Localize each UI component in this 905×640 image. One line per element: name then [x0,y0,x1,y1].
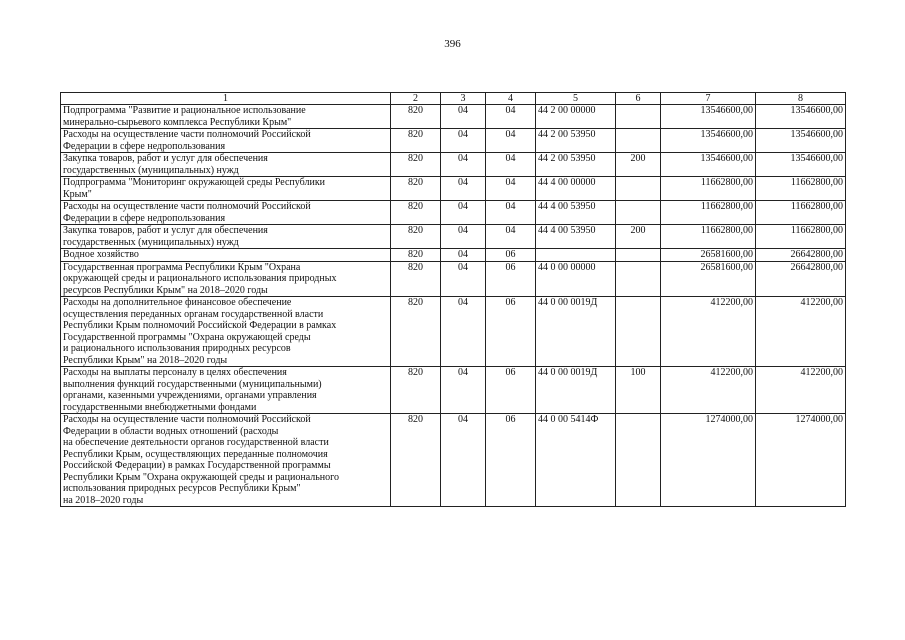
amount-year-2: 11662800,00 [756,201,846,225]
description-line: выполнения функций государственными (муниципальными) [63,378,322,390]
amount-year-2: 412200,00 [756,367,846,414]
subsection-code: 04 [486,153,536,177]
description-line: Федерации в сфере недропользования [63,212,226,224]
table-row [61,177,846,201]
description-line: Подпрограмма "Развитие и рациональное использование [63,105,306,116]
subsection-code: 04 [486,201,536,225]
description-line: Водное хозяйство [63,249,139,260]
description-line: минерально-сырьевого комплекса Республики Крым" [63,116,292,128]
target-article-code: 44 4 00 53950 [536,201,616,225]
target-article-code [536,249,616,262]
expense-type-code [616,414,661,507]
description-line: Расходы на осуществление части полномочий Российской [63,129,311,140]
table-row [61,225,846,249]
description-line: осуществления переданных органам государственной власти [63,308,324,320]
target-article-code: 44 4 00 53950 [536,225,616,249]
section-code: 04 [441,261,486,297]
description-line: Закупка товаров, работ и услуг для обеспечения [63,153,268,164]
amount-year-1: 11662800,00 [661,225,756,249]
amount-year-1: 26581600,00 [661,249,756,262]
amount-year-1: 26581600,00 [661,261,756,297]
column-header-2: 2 [391,93,441,105]
description-line: ресурсов Республики Крым" на 2018–2020 годы [63,284,268,296]
subsection-code: 06 [486,261,536,297]
description-line: использования природных ресурсов Республики Крым" [63,483,301,494]
ministry-code: 820 [391,367,441,414]
table-row [61,367,846,414]
description-line: на обеспечение деятельности органов государственной власти [63,437,329,448]
description-line: Расходы на дополнительное финансовое обеспечение [63,297,292,308]
amount-year-2: 13546600,00 [756,153,846,177]
section-code: 04 [441,297,486,367]
table-row [61,249,846,262]
expense-type-code [616,201,661,225]
description-line: Республики Крым, осуществляющих переданные полномочия [63,448,328,460]
expense-type-code: 100 [616,367,661,414]
description-line: Подпрограмма "Мониторинг окружающей среды Республики [63,177,326,188]
amount-year-1: 1274000,00 [661,414,756,507]
description-line: государственными внебюджетными фондами [63,401,257,413]
amount-year-1: 412200,00 [661,297,756,367]
ministry-code: 820 [391,153,441,177]
expense-type-code: 200 [616,153,661,177]
section-code: 04 [441,249,486,262]
subsection-code: 06 [486,249,536,262]
expense-type-code [616,261,661,297]
column-header-1: 1 [61,93,391,105]
page-number: 396 [444,38,461,50]
target-article-code: 44 0 00 00000 [536,261,616,297]
target-article-code: 44 2 00 53950 [536,153,616,177]
column-header-5: 5 [536,93,616,105]
row-description [61,177,391,201]
expense-type-code [616,297,661,367]
amount-year-1: 11662800,00 [661,177,756,201]
subsection-code: 06 [486,297,536,367]
description-line: Крым" [63,188,92,200]
table-row [61,297,846,367]
expense-type-code [616,249,661,262]
subsection-code: 04 [486,225,536,249]
table-body [61,105,846,507]
description-line: Республики Крым" на 2018–2020 годы [63,354,228,366]
ministry-code: 820 [391,249,441,262]
description-line: Государственная программа Республики Крым "Охрана [63,261,301,273]
amount-year-1: 412200,00 [661,367,756,414]
subsection-code: 04 [486,177,536,201]
table-row [61,414,846,507]
description-line: Республики Крым полномочий Российской Федерации в рамках [63,320,337,331]
subsection-code: 04 [486,105,536,129]
amount-year-1: 11662800,00 [661,201,756,225]
description-line: государственных (муниципальных) нужд [63,164,239,176]
amount-year-2: 1274000,00 [756,414,846,507]
amount-year-1: 13546600,00 [661,153,756,177]
section-code: 04 [441,225,486,249]
ministry-code: 820 [391,297,441,367]
table-row [61,153,846,177]
description-line: Государственной программы "Охрана окружающей среды [63,331,311,343]
row-description [61,414,391,507]
column-header-6: 6 [616,93,661,105]
ministry-code: 820 [391,261,441,297]
row-description [61,225,391,249]
table-row [61,261,846,297]
ministry-code: 820 [391,225,441,249]
section-code: 04 [441,201,486,225]
description-line: окружающей среды и рационального использования природных [63,273,337,284]
row-description [61,367,391,414]
description-line: органами, казенными учреждениями, органами управления [63,390,317,401]
header-row [61,93,846,105]
ministry-code: 820 [391,414,441,507]
row-description [61,105,391,129]
table-row [61,105,846,129]
target-article-code: 44 4 00 00000 [536,177,616,201]
description-line: Республики Крым "Охрана окружающей среды и рационального [63,471,339,483]
expense-type-code [616,129,661,153]
column-header-7: 7 [661,93,756,105]
target-article-code: 44 0 00 0019Д [536,297,616,367]
amount-year-2: 13546600,00 [756,129,846,153]
amount-year-2: 13546600,00 [756,105,846,129]
subsection-code: 06 [486,414,536,507]
section-code: 04 [441,105,486,129]
amount-year-1: 13546600,00 [661,129,756,153]
amount-year-2: 11662800,00 [756,225,846,249]
row-description [61,249,391,262]
row-description [61,153,391,177]
section-code: 04 [441,129,486,153]
amount-year-2: 26642800,00 [756,249,846,262]
row-description [61,201,391,225]
table-row [61,201,846,225]
amount-year-2: 412200,00 [756,297,846,367]
amount-year-2: 26642800,00 [756,261,846,297]
amount-year-2: 11662800,00 [756,177,846,201]
ministry-code: 820 [391,201,441,225]
description-line: Федерации в области водных отношений (расходы [63,425,279,437]
expense-type-code [616,177,661,201]
description-line: Расходы на осуществление части полномочий Российской [63,414,311,425]
row-description [61,261,391,297]
description-line: государственных (муниципальных) нужд [63,236,239,248]
section-code: 04 [441,414,486,507]
target-article-code: 44 0 00 0019Д [536,367,616,414]
column-header-4: 4 [486,93,536,105]
description-line: и рационального использования природных ресурсов [63,343,291,354]
description-line: на 2018–2020 годы [63,494,144,506]
ministry-code: 820 [391,177,441,201]
budget-table [60,92,846,507]
row-description [61,297,391,367]
description-line: Расходы на осуществление части полномочий Российской [63,201,311,212]
expense-type-code [616,105,661,129]
target-article-code: 44 2 00 00000 [536,105,616,129]
description-line: Федерации в сфере недропользования [63,140,226,152]
subsection-code: 04 [486,129,536,153]
section-code: 04 [441,153,486,177]
column-header-8: 8 [756,93,846,105]
description-line: Российской Федерации) в рамках Государственной программы [63,460,331,471]
table-row [61,129,846,153]
target-article-code: 44 2 00 53950 [536,129,616,153]
row-description [61,129,391,153]
amount-year-1: 13546600,00 [661,105,756,129]
description-line: Закупка товаров, работ и услуг для обеспечения [63,225,268,236]
column-header-3: 3 [441,93,486,105]
ministry-code: 820 [391,129,441,153]
section-code: 04 [441,177,486,201]
target-article-code: 44 0 00 5414Ф [536,414,616,507]
expense-type-code: 200 [616,225,661,249]
ministry-code: 820 [391,105,441,129]
subsection-code: 06 [486,367,536,414]
description-line: Расходы на выплаты персоналу в целях обеспечения [63,367,287,378]
section-code: 04 [441,367,486,414]
